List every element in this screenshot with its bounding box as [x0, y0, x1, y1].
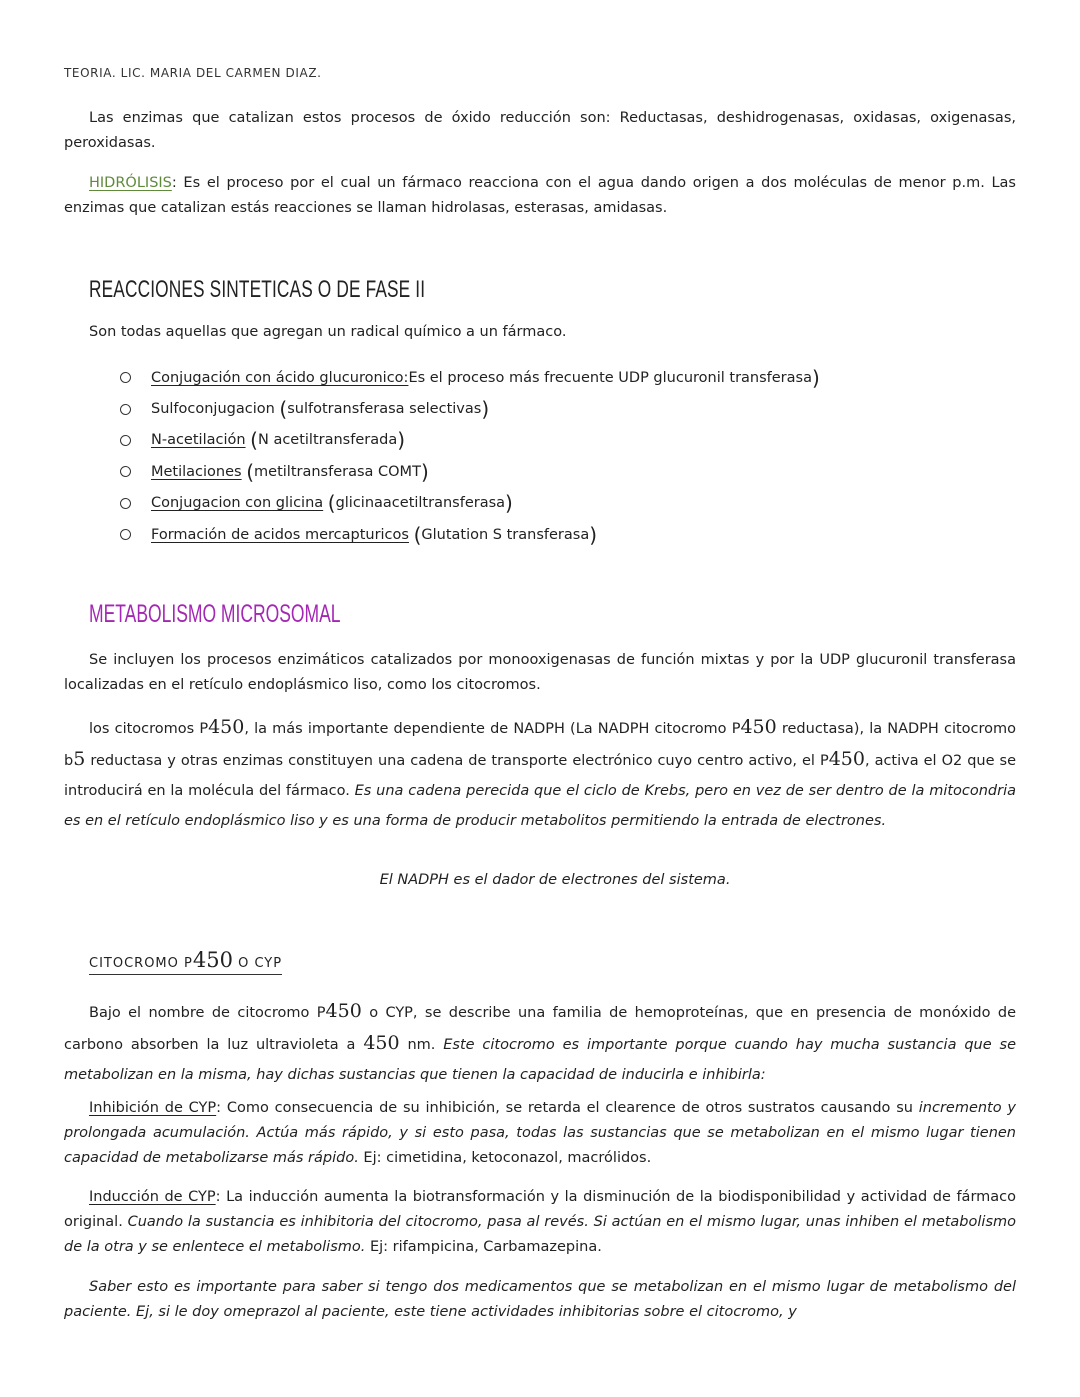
inhibicion-text-b: Ej: cimetidina, ketoconazol, macrólidos. — [358, 1150, 652, 1166]
cyp-p1-text-c: nm. — [399, 1037, 444, 1053]
list-item — [120, 362, 820, 393]
bullet-icon — [120, 529, 131, 540]
induccion-text-a: : La inducción aumenta la biotransformación y la disminución de la biodisponibilidad y actividad de fármaco original. — [64, 1189, 1017, 1230]
inhibicion-text-a: : Como consecuencia de su inhibición, se retarda el clearence de otros sustratos causando su — [216, 1100, 919, 1116]
cyp-p1-italic: Este citocromo es importante porque cuando hay mucha sustancia que se metabolizan en la misma, hay dichas sustancias que tienen la capacidad de inducirla e inhibirla: — [64, 1037, 1016, 1083]
item-term: Conjugacion con glicina — [151, 495, 324, 512]
induccion-text-b: Ej: rifampicina, Carbamazepina. — [365, 1239, 602, 1255]
item-detail: Glutation S transferasa — [421, 526, 590, 543]
item-close-paren: ) — [505, 491, 513, 516]
item-term: Metilaciones — [151, 463, 242, 480]
item-term: Formación de acidos mercapturicos — [151, 526, 409, 543]
p2-number-4: 450 — [828, 748, 865, 770]
bullet-icon — [120, 404, 131, 415]
item-detail: N acetiltransferada — [257, 432, 398, 449]
item-detail: Es el proceso más frecuente UDP glucuronil transferasa — [408, 369, 812, 386]
microsomal-paragraph-2 — [64, 712, 1016, 836]
p2-text-e: , activa el O2 que se introducirá en la molécula del fármaco. — [64, 753, 1017, 799]
item-close-paren: ) — [811, 365, 820, 390]
p2-italic-text: Es una cadena perecida que el ciclo de Krebs, pero en vez de ser dentro de la mitocondria es en el retículo endoplásmico liso y es una forma de producir metabolitos permitiendo la entrada de electrones. — [64, 783, 1017, 829]
bullet-icon — [120, 498, 131, 509]
p2-text-d: reductasa y otras enzimas constituyen una cadena de transporte electrónico cuyo centro activo, el P — [85, 753, 829, 769]
item-close-paren: ) — [481, 397, 490, 422]
item-open-paren: ( — [413, 522, 422, 547]
induccion-italic: Cuando la sustancia es inhibitoria del citocromo, pasa al revés. Si actúan en el mismo lugar, unas inhiben el metabolismo de la otra y se enlentece el metabolismo. — [64, 1214, 1016, 1255]
induccion-paragraph — [64, 1185, 1016, 1260]
final-paragraph — [64, 1275, 1016, 1325]
bullet-icon — [120, 372, 131, 383]
cyp-heading-a: CITOCROMO P — [89, 956, 193, 971]
hidrolisis-label: HIDRÓLISIS — [89, 175, 172, 191]
list-item — [120, 456, 820, 487]
hidrolisis-paragraph — [64, 171, 1016, 221]
fase2-intro — [64, 320, 1016, 345]
item-term: N-acetilación — [151, 432, 246, 449]
inhibicion-paragraph — [64, 1096, 1016, 1171]
fase2-intro-text: Son todas aquellas que agregan un radical químico a un fármaco. — [89, 324, 567, 340]
p2-number-2: 450 — [740, 716, 777, 738]
fase2-list — [120, 362, 820, 550]
bullet-icon — [120, 466, 131, 477]
inhibicion-italic: incremento y prolongada acumulación. Actúa más rápido, y si esto pasa, todas las sustancias que se metabolizan en el mismo lugar tienen capacidad de metabolizarse más rápido. — [64, 1100, 1016, 1166]
enzymes-text: Las enzimas que catalizan estos procesos de óxido reducción son: Reductasas, deshidrogenasas, oxidasas, oxigenasas, peroxidasas. — [64, 110, 1016, 151]
list-item — [120, 425, 820, 456]
p2-number-3: 5 — [73, 748, 86, 770]
list-item — [120, 488, 820, 519]
item-open-paren: ( — [246, 459, 255, 484]
item-detail: sulfotransferasa selectivas — [287, 401, 482, 418]
hidrolisis-text: : Es el proceso por el cual un fármaco reacciona con el agua dando origen a dos moléculas de menor p.m. Las enzimas que catalizan estás reacciones se llaman hidrolasas, esterasas, amidasas. — [64, 175, 1016, 216]
item-open-paren: ( — [250, 428, 258, 453]
microsomal-heading: METABOLISMO MICROSOMAL — [89, 600, 341, 628]
page-header: TEORIA. LIC. MARIA DEL CARMEN DIAZ. — [64, 66, 322, 80]
final-text: Saber esto es importante para saber si tengo dos medicamentos que se metabolizan en el mismo lugar de metabolismo del paciente. Ej, si le doy omeprazol al paciente, este tiene actividades inhibitorias sobre el citocromo, y — [64, 1279, 1016, 1320]
p2-number-1: 450 — [208, 716, 245, 738]
list-item — [120, 393, 820, 424]
induccion-label: Inducción de CYP — [89, 1189, 216, 1205]
item-detail: glicinaacetiltransferasa — [335, 495, 506, 512]
enzymes-paragraph — [64, 106, 1016, 156]
nadph-note: El NADPH es el dador de electrones del sistema. — [379, 872, 731, 888]
bullet-icon — [120, 435, 131, 446]
cyp-p1-number-2: 450 — [363, 1032, 400, 1054]
microsomal-paragraph-1 — [64, 648, 1016, 698]
item-detail: metiltransferasa COMT — [254, 463, 421, 480]
microsomal-p1-text: Se incluyen los procesos enzimáticos catalizados por monooxigenasas de función mixtas y por la UDP glucuronil transferasa localizadas en el retículo endoplásmico liso, como los citocromos. — [64, 652, 1016, 693]
item-close-paren: ) — [589, 522, 598, 547]
p2-text-a: los citocromos P — [89, 721, 209, 737]
item-open-paren: ( — [327, 491, 336, 516]
list-item — [120, 519, 820, 550]
cyp-heading-b: O CYP — [232, 956, 283, 971]
cyp-p1-number-1: 450 — [325, 1000, 362, 1022]
cyp-p1-text-b: o CYP, se describe una familia de hemoproteínas, que en presencia de monóxido de carbono absorben la luz ultravioleta a — [64, 1005, 1016, 1053]
p2-text-b: , la más importante dependiente de NADPH (La NADPH citocromo P — [244, 721, 741, 737]
cyp-heading — [89, 948, 282, 975]
cyp-heading-number: 450 — [192, 948, 233, 972]
inhibicion-label: Inhibición de CYP — [89, 1100, 217, 1116]
item-term: Conjugación con ácido glucuronico: — [151, 369, 409, 386]
item-term: Sulfoconjugacion — [151, 401, 275, 418]
cyp-p1-text-a: Bajo el nombre de citocromo P — [89, 1005, 326, 1021]
fase2-heading: REACCIONES SINTETICAS O DE FASE II — [89, 276, 426, 303]
item-close-paren: ) — [397, 428, 406, 453]
item-close-paren: ) — [420, 459, 429, 484]
cyp-paragraph-1 — [64, 996, 1016, 1090]
item-open-paren: ( — [279, 397, 288, 422]
p2-text-c: reductasa), la NADPH citocromo b — [64, 721, 1017, 769]
